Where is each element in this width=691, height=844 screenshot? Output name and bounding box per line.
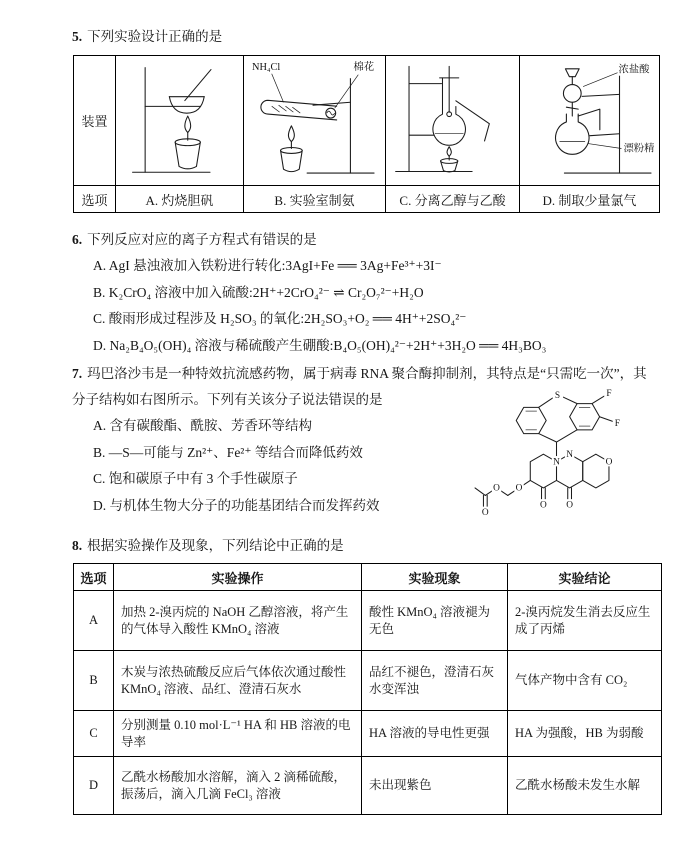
q5-row-header-option: 选项	[74, 186, 116, 213]
q8-header-phenomenon: 实验现象	[362, 564, 508, 591]
q8-row-a-option: A	[74, 591, 114, 651]
q8-row-d-option: D	[74, 757, 114, 815]
q8-conclusion-table	[73, 563, 662, 815]
atom-o-carbonyl2: O	[566, 500, 574, 511]
atom-o-chain2: O	[493, 483, 500, 494]
q8-header-row	[74, 564, 662, 591]
q6-option-c: C. 酸雨形成过程涉及 H₂SO₃ 的氧化:2H₂SO₃+O₂ ══ 4H⁺+2SO₄²⁻	[93, 311, 467, 326]
q5-stem	[72, 24, 660, 50]
chlorine-preparation-apparatus-diagram	[521, 57, 659, 179]
q7-option-d: D. 与机体生物大分子的功能基团结合而发挥药效	[93, 497, 380, 513]
q7-options	[72, 413, 472, 519]
q7-option-b: B. —S—可能与 Zn²⁺、Fe²⁺ 等结合而降低药效	[93, 444, 363, 460]
q8-number: 8.	[72, 538, 83, 553]
atom-f1: F	[606, 389, 612, 400]
q5-option-row	[74, 186, 660, 213]
distillation-apparatus-diagram	[388, 57, 518, 179]
q5-apparatus-d-cell	[520, 56, 660, 186]
q6-option-d: D. Na₂B₄O₅(OH)₄ 溶液与稀硫酸产生硼酸:B₄O₅(OH)₄²⁻+2H⁺+3H₂O ══ 4H₃BO₃	[93, 337, 547, 353]
q8-row-d-phenomenon: 未出现紫色	[362, 757, 508, 815]
bleaching-powder-label: 漂粉精	[623, 143, 655, 155]
q8-row-b-phenomenon: 品红不褪色，澄清石灰水变浑浊	[362, 651, 508, 711]
q8-row-a	[74, 591, 662, 651]
q5-option-c-label: C. 分离乙醇与乙酸	[386, 186, 520, 213]
baloxavir-molecule-structure	[468, 383, 660, 531]
q8-row-c-option: C	[74, 711, 114, 757]
nh4cl-label: NH₄Cl	[251, 61, 280, 73]
q5-row-header-apparatus: 装置	[74, 56, 116, 186]
q8-row-b-operation: 木炭与浓热硫酸反应后气体依次通过酸性 KMnO₄ 溶液、品红、澄清石灰水	[114, 651, 362, 711]
q8-row-d	[74, 757, 662, 815]
question-8	[72, 533, 660, 815]
q5-apparatus-c-cell	[386, 56, 520, 186]
q8-row-a-operation: 加热 2-溴丙烷的 NaOH 乙醇溶液，将产生的气体导入酸性 KMnO₄ 溶液	[114, 591, 362, 651]
q8-row-a-conclusion: 2-溴丙烷发生消去反应生成了丙烯	[508, 591, 662, 651]
question-6	[72, 227, 660, 359]
q8-row-b-conclusion: 气体产物中含有 CO₂	[508, 651, 662, 711]
question-7	[72, 361, 660, 533]
cotton-label: 棉花	[352, 61, 374, 73]
atom-n2: N	[566, 450, 574, 460]
q7-stem-text: 玛巴洛沙韦是一种特效抗流感药物，属于病毒 RNA 聚合酶抑制剂，其特点是“只需吃一次”，其分子结构如右图所示。下列有关该分子说法错误的是	[72, 366, 647, 407]
q7-option-c: C. 饱和碳原子中有 3 个手性碳原子	[93, 471, 298, 486]
atom-o-carbonyl1: O	[540, 500, 547, 511]
q5-option-b-label: B. 实验室制氨	[244, 186, 386, 213]
q8-row-c-operation: 分别测量 0.10 mol·L⁻¹ HA 和 HB 溶液的电导率	[114, 711, 362, 757]
q8-header-operation: 实验操作	[114, 564, 362, 591]
q5-number: 5.	[72, 29, 83, 44]
atom-f2: F	[614, 419, 621, 430]
q5-option-a-label: A. 灼烧胆矾	[116, 186, 244, 213]
conc-hcl-label: 浓盐酸	[618, 64, 650, 76]
q8-row-b	[74, 651, 662, 711]
q7-number: 7.	[72, 366, 83, 381]
q7-option-a: A. 含有碳酸酯、酰胺、芳香环等结构	[93, 418, 312, 433]
q5-apparatus-b-cell	[244, 56, 386, 186]
q5-option-d-label: D. 制取少量氯气	[520, 186, 660, 213]
q8-row-c-conclusion: HA 为强酸，HB 为弱酸	[508, 711, 662, 757]
q8-row-a-phenomenon: 酸性 KMnO₄ 溶液褪为无色	[362, 591, 508, 651]
q5-apparatus-row	[74, 56, 660, 186]
q8-row-c	[74, 711, 662, 757]
q5-stem-text: 下列实验设计正确的是	[87, 29, 223, 44]
question-5	[72, 24, 660, 213]
atom-o-chain3: O	[481, 508, 489, 519]
calcination-apparatus-diagram	[119, 57, 241, 179]
q8-stem-text: 根据实验操作及现象，下列结论中正确的是	[87, 538, 344, 553]
q8-row-c-phenomenon: HA 溶液的导电性更强	[362, 711, 508, 757]
q5-apparatus-table	[73, 55, 660, 213]
q6-option-b: B. K₂CrO₄ 溶液中加入硫酸:2H⁺+2CrO₄²⁻ ⇌ Cr₂O₇²⁻+H₂O	[93, 284, 424, 300]
q6-stem-text: 下列反应对应的离子方程式有错误的是	[87, 232, 317, 247]
q8-row-b-option: B	[74, 651, 114, 711]
atom-s: S	[554, 390, 561, 401]
q6-stem	[72, 227, 660, 253]
atom-o-chain1: O	[515, 483, 523, 494]
atom-o-morpholine: O	[605, 457, 613, 468]
q5-apparatus-a-cell	[116, 56, 244, 186]
q8-header-conclusion: 实验结论	[508, 564, 662, 591]
q6-option-a: A. AgI 悬浊液加入铁粉进行转化:3AgI+Fe ══ 3Ag+Fe³⁺+3I⁻	[93, 258, 442, 273]
q6-number: 6.	[72, 232, 83, 247]
ammonia-preparation-apparatus-diagram	[247, 57, 383, 179]
q8-header-option: 选项	[74, 564, 114, 591]
atom-n1: N	[553, 457, 560, 468]
q8-stem	[72, 533, 660, 559]
q8-row-d-operation: 乙酰水杨酸加水溶解，滴入 2 滴稀硫酸，振荡后，滴入几滴 FeCl₃ 溶液	[114, 757, 362, 815]
q8-row-d-conclusion: 乙酰水杨酸未发生水解	[508, 757, 662, 815]
